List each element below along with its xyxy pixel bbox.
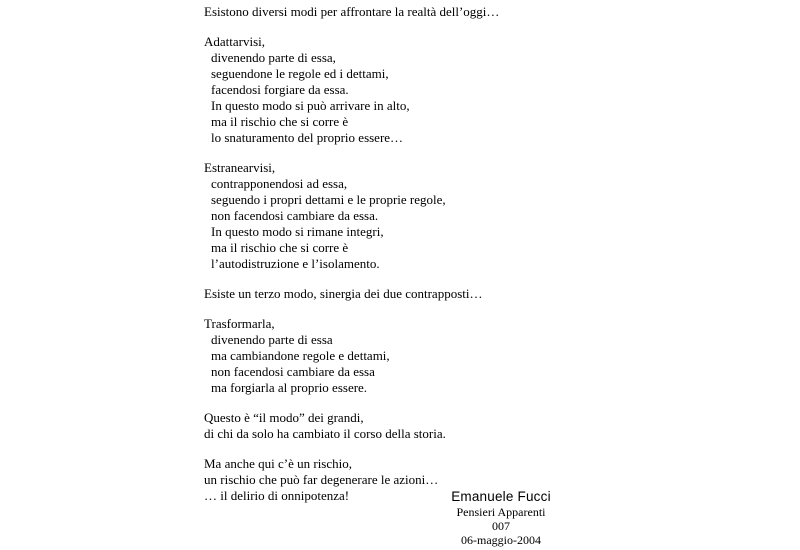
poem-line: contrapponendosi ad essa, bbox=[211, 176, 348, 191]
poem-stanza bbox=[204, 160, 624, 272]
poem-line: non facendosi cambiare da essa bbox=[211, 364, 375, 379]
poem-line: divenendo parte di essa, bbox=[211, 50, 336, 65]
poem-line: ma cambiandone regole e dettami, bbox=[211, 348, 390, 363]
poem-line: non facendosi cambiare da essa. bbox=[211, 208, 379, 223]
poem-stanza bbox=[204, 34, 624, 146]
poem-line: seguendo i propri dettami e le proprie regole, bbox=[211, 192, 446, 207]
poem-line: Trasformarla, bbox=[204, 316, 275, 331]
poem-line: un rischio che può far degenerare le azioni… bbox=[204, 472, 439, 487]
poem-line: Questo è “il modo” dei grandi, bbox=[204, 410, 364, 425]
poem-number: 007 bbox=[492, 519, 510, 533]
poem-date: 06-maggio-2004 bbox=[461, 533, 541, 547]
poem-line: di chi da solo ha cambiato il corso della storia. bbox=[204, 426, 446, 441]
signature-block bbox=[436, 488, 566, 547]
poem-line: … il delirio di onnipotenza! bbox=[204, 488, 350, 503]
collection-title: Pensieri Apparenti bbox=[456, 505, 546, 519]
poem-line: ma forgiarla al proprio essere. bbox=[211, 380, 368, 395]
poem-stanza bbox=[204, 410, 624, 442]
poem-line: Estranearvisi, bbox=[204, 160, 276, 175]
poem-stanza bbox=[204, 286, 624, 302]
poem-line: divenendo parte di essa bbox=[211, 332, 333, 347]
author-name: Emanuele Fucci bbox=[451, 489, 551, 504]
poem-line: Esistono diversi modi per affrontare la realtà dell’oggi… bbox=[204, 4, 500, 19]
poem-line: Ma anche qui c’è un rischio, bbox=[204, 456, 353, 471]
poem-stanza bbox=[204, 4, 624, 20]
poem-line: seguendone le regole ed i dettami, bbox=[211, 66, 389, 81]
poem-line: ma il rischio che si corre è bbox=[211, 114, 349, 129]
poem-line: l’autodistruzione e l’isolamento. bbox=[211, 256, 380, 271]
poem-line: In questo modo si può arrivare in alto, bbox=[211, 98, 410, 113]
poem-line: ma il rischio che si corre è bbox=[211, 240, 349, 255]
poem-stanza bbox=[204, 316, 624, 396]
poem-line: facendosi forgiare da essa. bbox=[211, 82, 349, 97]
poem-line: Adattarvisi, bbox=[204, 34, 266, 49]
poem-line: Esiste un terzo modo, sinergia dei due contrapposti… bbox=[204, 286, 483, 301]
poem-body bbox=[204, 4, 624, 518]
poem-line: In questo modo si rimane integri, bbox=[211, 224, 384, 239]
poem-line: lo snaturamento del proprio essere… bbox=[211, 130, 404, 145]
